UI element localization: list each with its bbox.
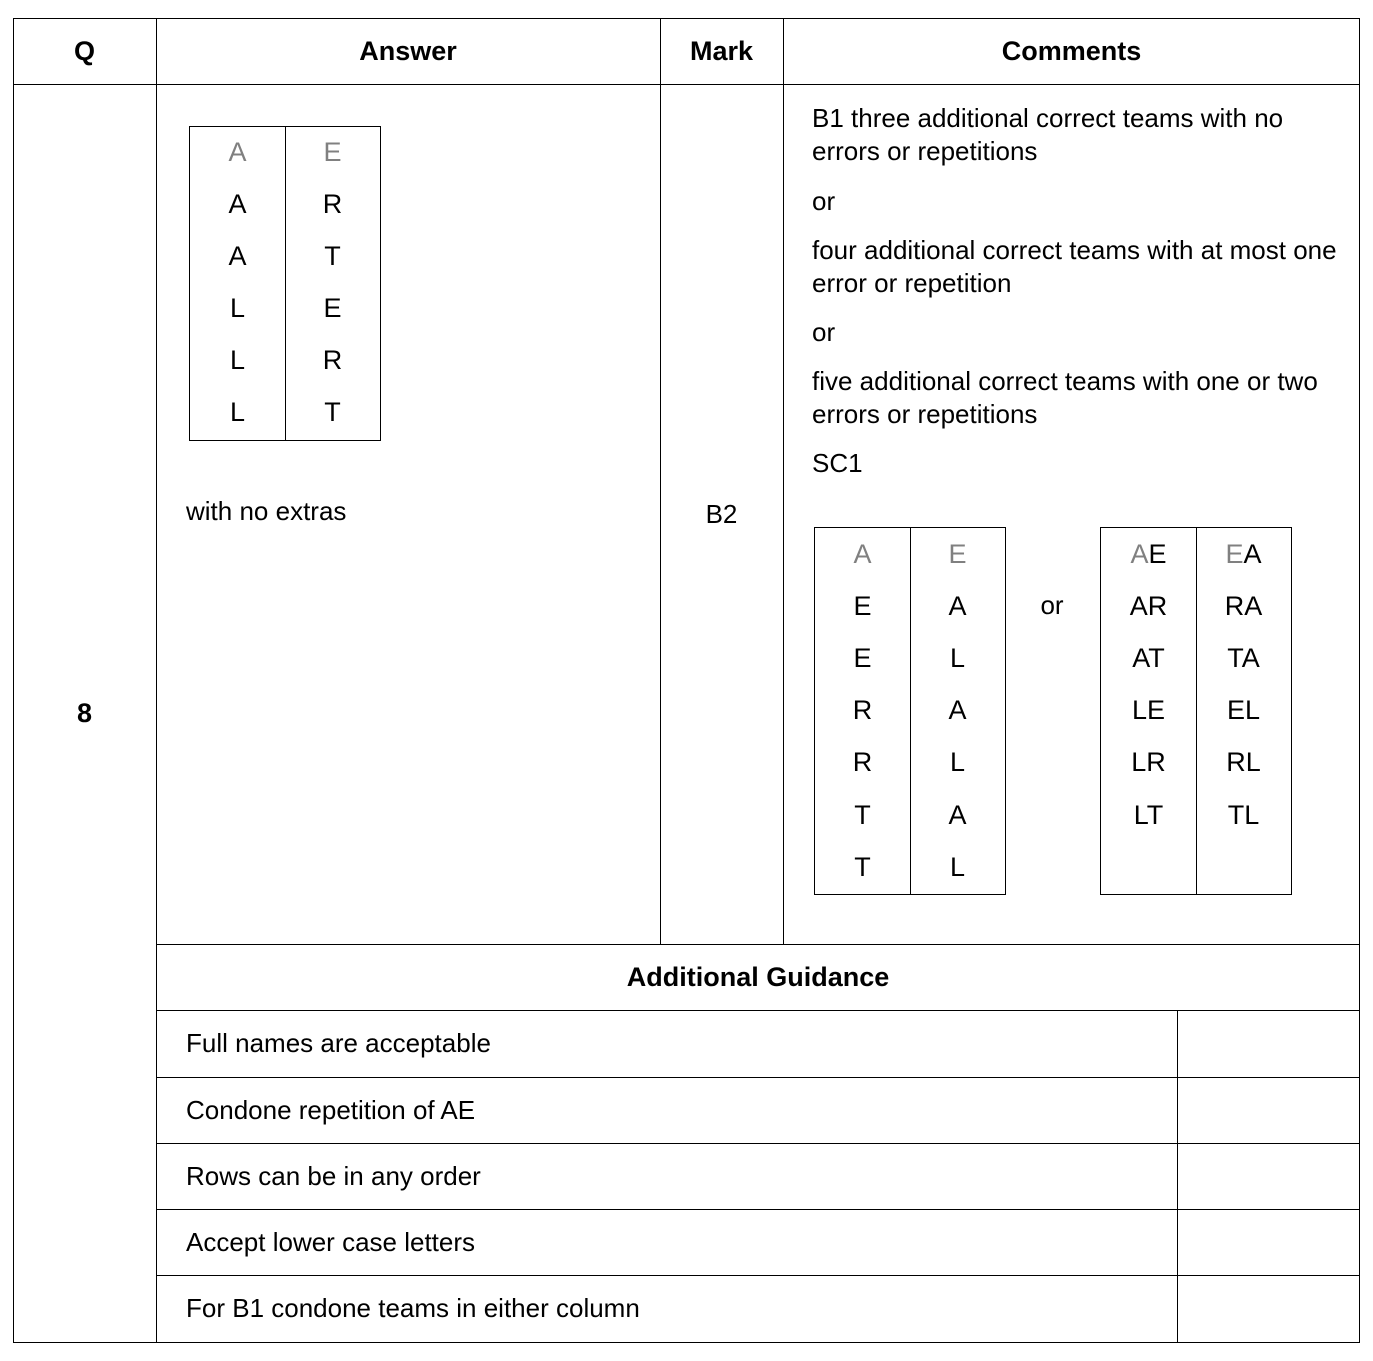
comment-b1-line1: B1 three additional correct teams with no errors or repetitions bbox=[812, 103, 1284, 166]
comment-b1-line2: four additional correct teams with at most one error or repetition bbox=[812, 235, 1337, 298]
answer-right-2: T bbox=[324, 241, 341, 271]
sc1-left-5: T bbox=[854, 800, 871, 830]
answer-right-3: E bbox=[323, 293, 342, 323]
sc2-left-4: LR bbox=[1131, 747, 1166, 777]
sc2-right-2: TA bbox=[1227, 643, 1260, 673]
sc1-right-3: A bbox=[948, 695, 967, 725]
header-mark: Mark bbox=[689, 36, 754, 66]
sc2-right-first bbox=[1196, 537, 1291, 571]
sc-table-2 bbox=[1100, 527, 1292, 895]
answer-right-1: R bbox=[322, 189, 343, 219]
guidance-row-1: Full names are acceptable bbox=[186, 1028, 491, 1058]
sc1-right-2: L bbox=[949, 643, 966, 673]
comment-sc1: SC1 bbox=[812, 448, 863, 478]
guidance-row-2: Condone repetition of AE bbox=[186, 1095, 476, 1125]
sc2-left-5: LT bbox=[1133, 800, 1164, 830]
sc2-right-first-grey: E bbox=[1225, 539, 1244, 569]
answer-right-5: T bbox=[324, 397, 341, 427]
sc1-right-4: L bbox=[949, 747, 966, 777]
answer-left-2: A bbox=[228, 241, 247, 271]
sc1-right-6: L bbox=[949, 852, 966, 882]
sc2-right-first-rest: A bbox=[1243, 539, 1262, 569]
guidance-row-3: Rows can be in any order bbox=[186, 1161, 481, 1191]
mark-value: B2 bbox=[705, 499, 738, 529]
sc2-left-first bbox=[1101, 537, 1196, 571]
answer-right-4: R bbox=[322, 345, 343, 375]
answer-left-1: A bbox=[228, 189, 247, 219]
header-answer: Answer bbox=[359, 36, 457, 66]
answer-left-3: L bbox=[229, 293, 246, 323]
sc1-left-1: E bbox=[853, 591, 872, 621]
sc-table-1 bbox=[814, 527, 1006, 895]
sc2-right-4: RL bbox=[1226, 747, 1261, 777]
answer-right-0: E bbox=[323, 137, 342, 167]
sc2-right-5: TL bbox=[1227, 800, 1260, 830]
sc1-right-1: A bbox=[948, 591, 967, 621]
sc1-left-0: A bbox=[853, 539, 872, 569]
comment-b1-line3: five additional correct teams with one or two errors or repetitions bbox=[812, 366, 1318, 429]
answer-left-4: L bbox=[229, 345, 246, 375]
sc1-right-0: E bbox=[948, 539, 967, 569]
sc2-left-2: AT bbox=[1132, 643, 1165, 673]
sc-or: or bbox=[1040, 590, 1064, 620]
sc2-right-1: RA bbox=[1224, 591, 1263, 621]
answer-table bbox=[189, 126, 381, 441]
sc1-left-4: R bbox=[852, 747, 873, 777]
answer-left-0: A bbox=[228, 137, 247, 167]
sc2-right-3: EL bbox=[1226, 695, 1261, 725]
answer-note: with no extras bbox=[186, 496, 347, 526]
guidance-title: Additional Guidance bbox=[626, 962, 890, 992]
header-q: Q bbox=[73, 36, 95, 66]
answer-left-5: L bbox=[229, 397, 246, 427]
header-comments: Comments bbox=[1001, 36, 1142, 66]
sc1-left-6: T bbox=[854, 852, 871, 882]
guidance-row-5: For B1 condone teams in either column bbox=[186, 1293, 640, 1323]
sc1-left-2: E bbox=[853, 643, 872, 673]
guidance-row-4: Accept lower case letters bbox=[186, 1227, 476, 1257]
comment-or-2: or bbox=[812, 317, 836, 347]
sc2-left-1: AR bbox=[1129, 591, 1168, 621]
sc2-left-first-rest: E bbox=[1148, 539, 1167, 569]
sc1-right-5: A bbox=[948, 800, 967, 830]
question-number: 8 bbox=[76, 698, 93, 728]
sc1-left-3: R bbox=[852, 695, 873, 725]
sc2-left-3: LE bbox=[1131, 695, 1166, 725]
comment-or-1: or bbox=[812, 186, 836, 216]
sc2-left-first-grey: A bbox=[1130, 539, 1149, 569]
